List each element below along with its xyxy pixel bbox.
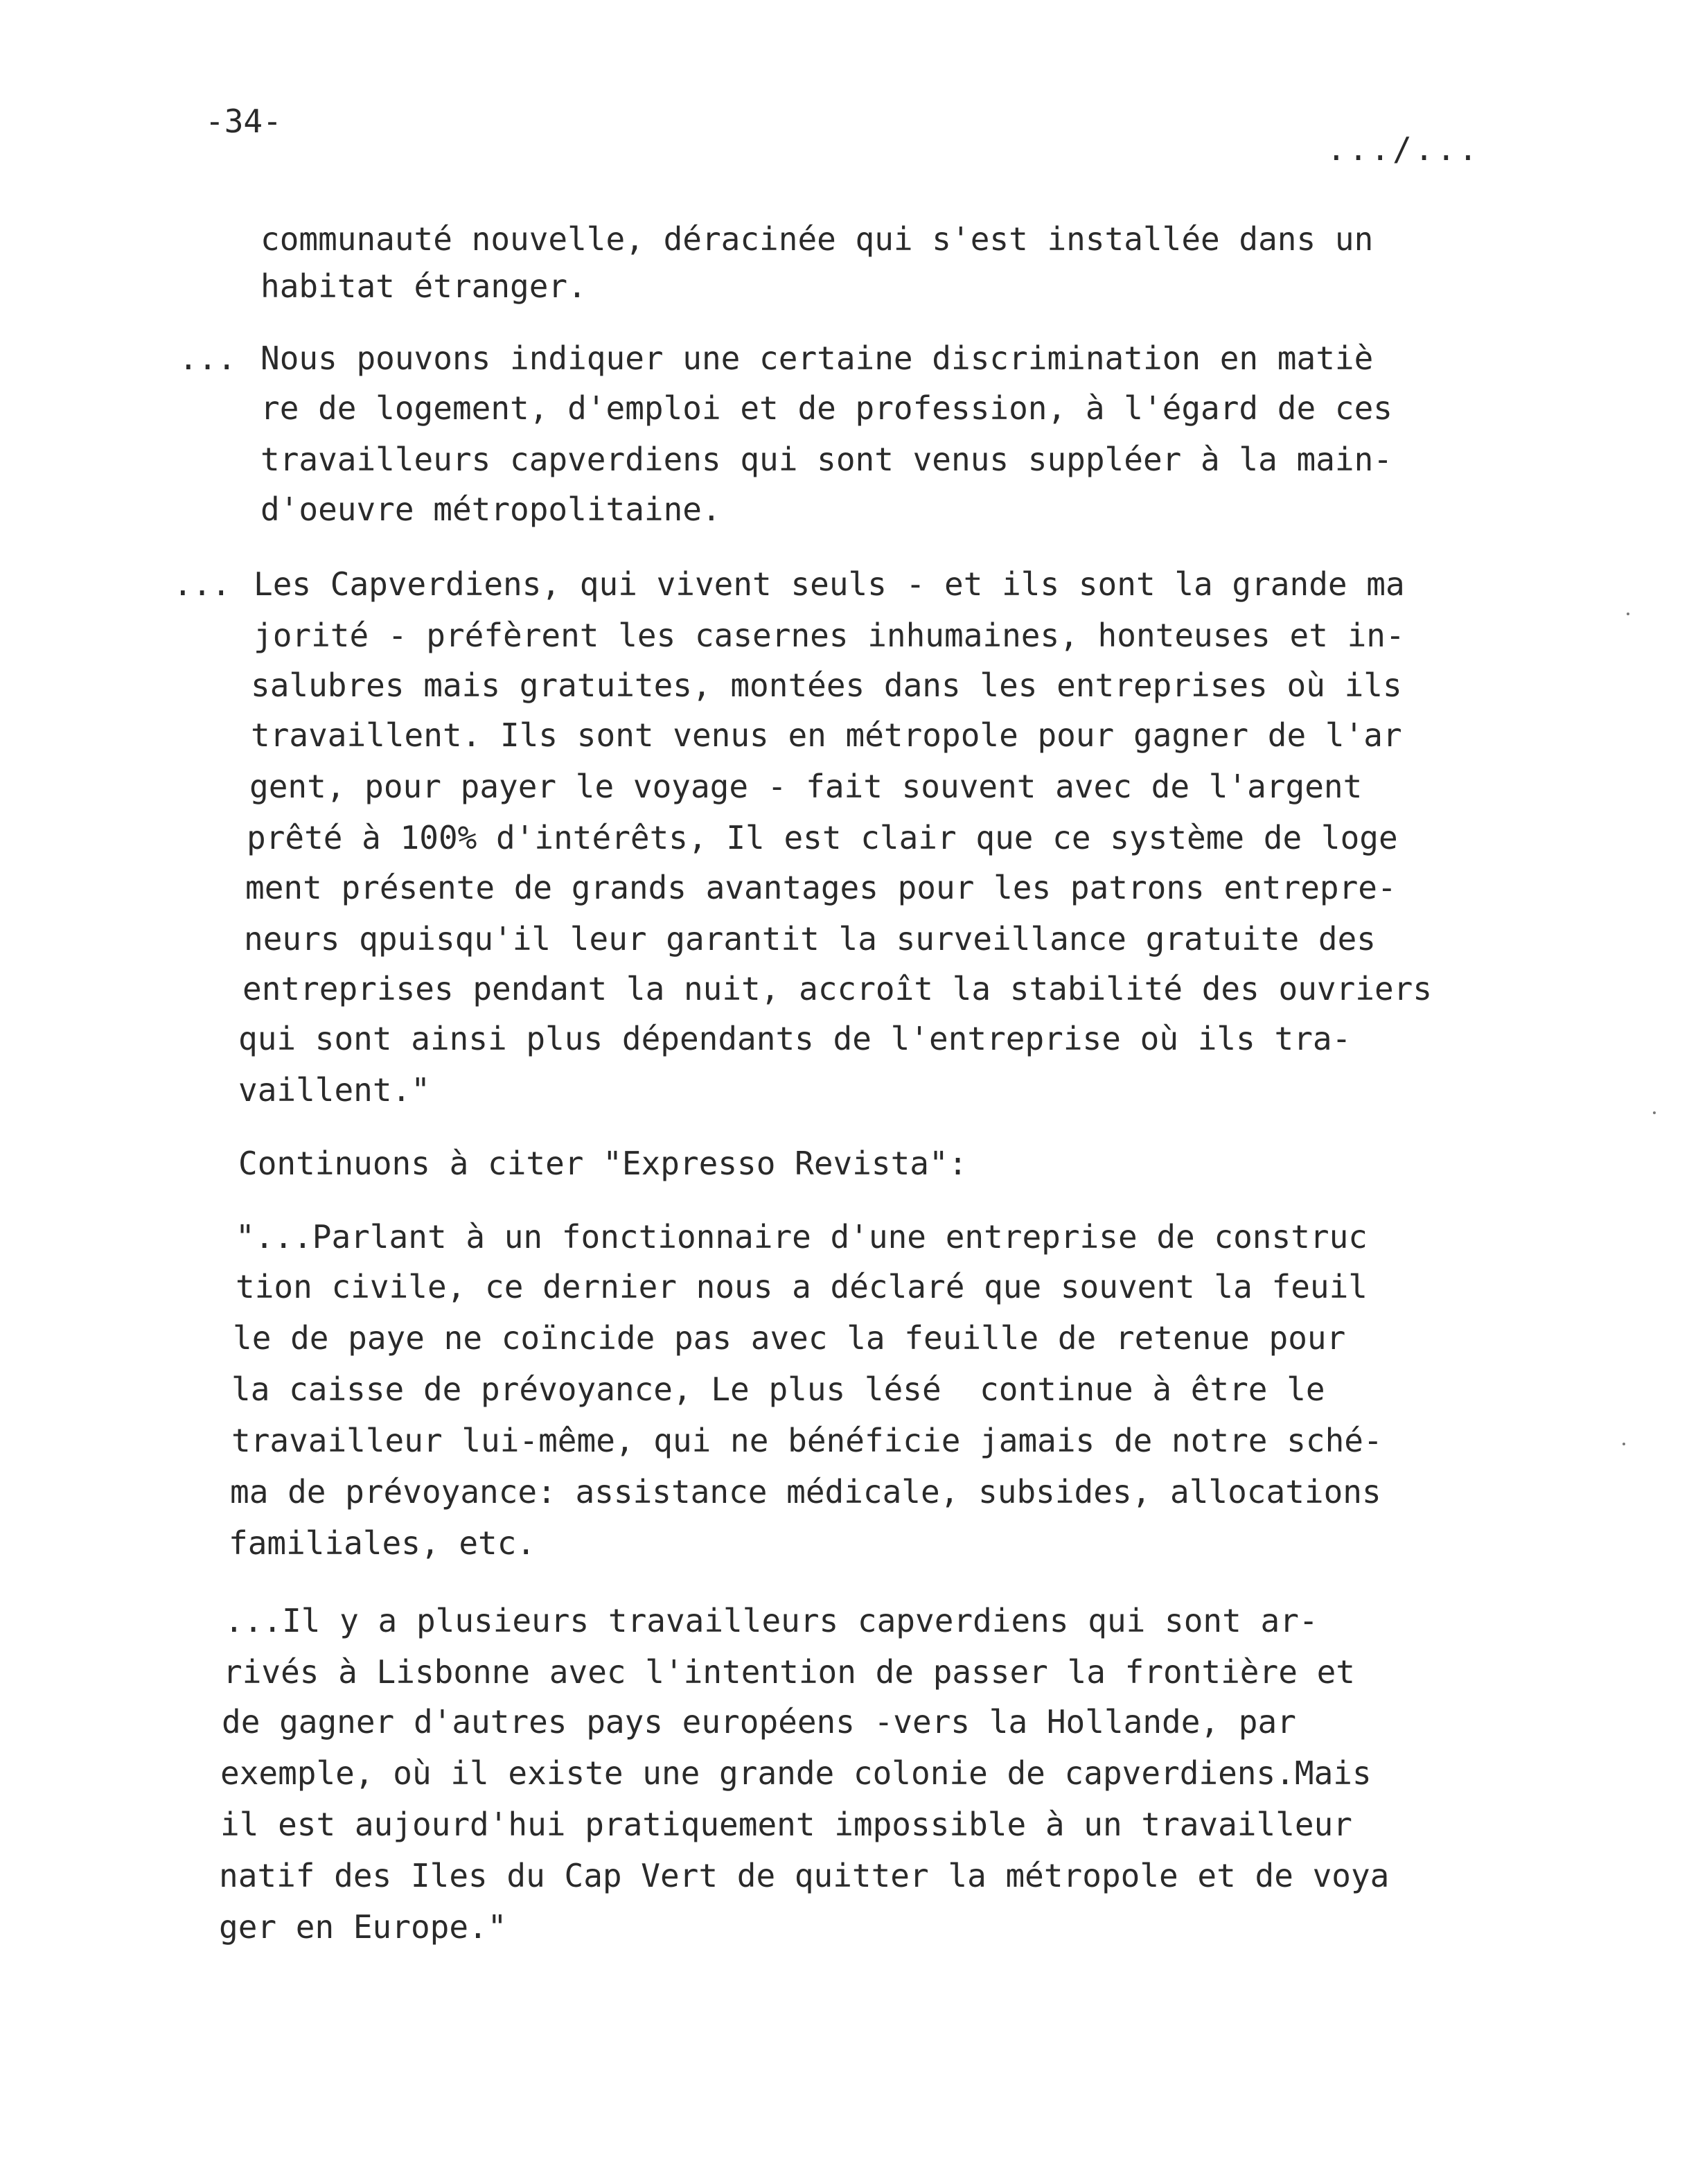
text-line: il est aujourd'hui pratiquement impossible à un travailleur (220, 1806, 1352, 1843)
text-line: gent, pour payer le voyage - fait souvent avec de l'argent (249, 768, 1363, 805)
text-line: neurs qpuisqu'il leur garantit la surveillance gratuite des (244, 920, 1376, 958)
text-line: Continuons à citer "Expresso Revista": (238, 1145, 968, 1182)
text-line: le de paye ne coïncide pas avec la feuille de retenue pour (233, 1319, 1346, 1357)
text-line: ger en Europe." (219, 1908, 507, 1946)
text-line: familiales, etc. (229, 1524, 536, 1562)
text-line: ...Il y a plusieurs travailleurs capverdiens qui sont ar- (224, 1602, 1318, 1639)
paragraph-marker: ... (179, 340, 237, 377)
text-line: ma de prévoyance: assistance médicale, subsides, allocations (230, 1473, 1381, 1511)
text-line: communauté nouvelle, déracinée qui s'est installée dans un (260, 220, 1374, 258)
text-line: la caisse de prévoyance, Le plus lésé continue à être le (231, 1371, 1325, 1408)
text-line: ment présente de grands avantages pour les patrons entrepre- (245, 869, 1397, 906)
text-line: qui sont ainsi plus dépendants de l'entreprise où ils tra- (238, 1020, 1352, 1057)
text-line: jorité - préfèrent les casernes inhumaines, honteuses et in- (254, 617, 1405, 654)
text-line: de gagner d'autres pays européens -vers la Hollande, par (222, 1703, 1296, 1741)
continuation-mark: .../... (1327, 130, 1480, 168)
text-line: prêté à 100% d'intérêts, Il est clair que ce système de loge (247, 819, 1398, 856)
text-line: re de logement, d'emploi et de profession, à l'égard de ces (260, 389, 1392, 427)
scan-speck (1622, 1443, 1625, 1445)
text-line: entreprises pendant la nuit, accroît la stabilité des ouvriers (242, 970, 1433, 1007)
text-line: rivés à Lisbonne avec l'intention de passer la frontière et (223, 1653, 1355, 1691)
scan-speck (1653, 1111, 1656, 1114)
text-line: tion civile, ce dernier nous a déclaré que souvent la feuil (236, 1268, 1368, 1305)
text-line: exemple, où il existe une grande colonie de capverdiens.Mais (220, 1754, 1372, 1792)
text-line: vaillent." (238, 1071, 430, 1109)
paragraph-marker: ... (173, 565, 231, 603)
text-line: Les Capverdiens, qui vivent seuls - et ils sont la grande ma (254, 565, 1405, 603)
text-line: natif des Iles du Cap Vert de quitter la métropole et de voya (219, 1857, 1390, 1894)
text-line: "...Parlant à un fonctionnaire d'une entreprise de construc (236, 1218, 1368, 1256)
text-line: Nous pouvons indiquer une certaine discrimination en matiè (260, 340, 1374, 377)
text-line: travaillent. Ils sont venus en métropole pour gagner de l'ar (251, 716, 1402, 754)
text-line: d'oeuvre métropolitaine. (260, 491, 721, 528)
page-number: -34- (205, 103, 282, 140)
scan-speck (1627, 613, 1629, 615)
text-line: travailleur lui-même, qui ne bénéficie jamais de notre sché- (231, 1422, 1383, 1459)
text-line: habitat étranger. (260, 267, 587, 305)
text-line: salubres mais gratuites, montées dans les entreprises où ils (251, 667, 1402, 704)
text-line: travailleurs capverdiens qui sont venus suppléer à la main- (260, 441, 1392, 478)
